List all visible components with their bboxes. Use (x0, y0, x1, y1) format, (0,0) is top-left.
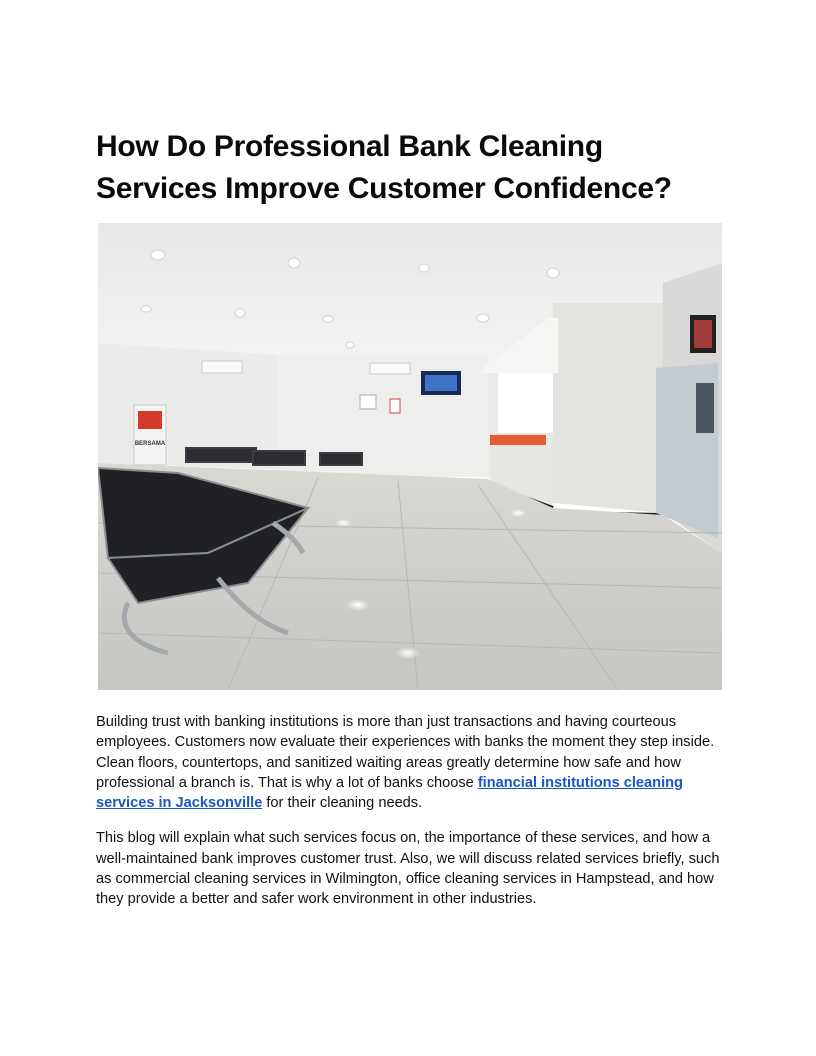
article-title: How Do Professional Bank Cleaning Services Improve Customer Confidence? (96, 130, 672, 205)
overview-paragraph: This blog will explain what such services focus on, the importance of these services, and how a well-maintained bank improves customer trust. Also, we will discuss related services briefly, such as commercial cleaning services in Wilmington, office cleaning services in Hampstead, and how they provide a better and safer work environment in other industries. (96, 830, 720, 908)
jacksonville-cleaning-link[interactable]: financial institutions cleaning services in Jacksonville (96, 774, 683, 812)
intro-paragraph (96, 712, 722, 813)
bank-lobby-photo (98, 223, 722, 690)
intro-text-end: for their cleaning needs. (262, 795, 423, 812)
banner-text: BERSAMA (134, 441, 166, 447)
intro-text: Building trust with banking institutions is more than just transactions and having courteous employees. Customers now evaluate their experiences with banks the moment they step inside. Clean floors, countertops, and sanitized waiting areas greatly determine how safe and how professional a branch is. That is why a lot of banks choose (96, 714, 715, 791)
document-page (96, 126, 722, 910)
